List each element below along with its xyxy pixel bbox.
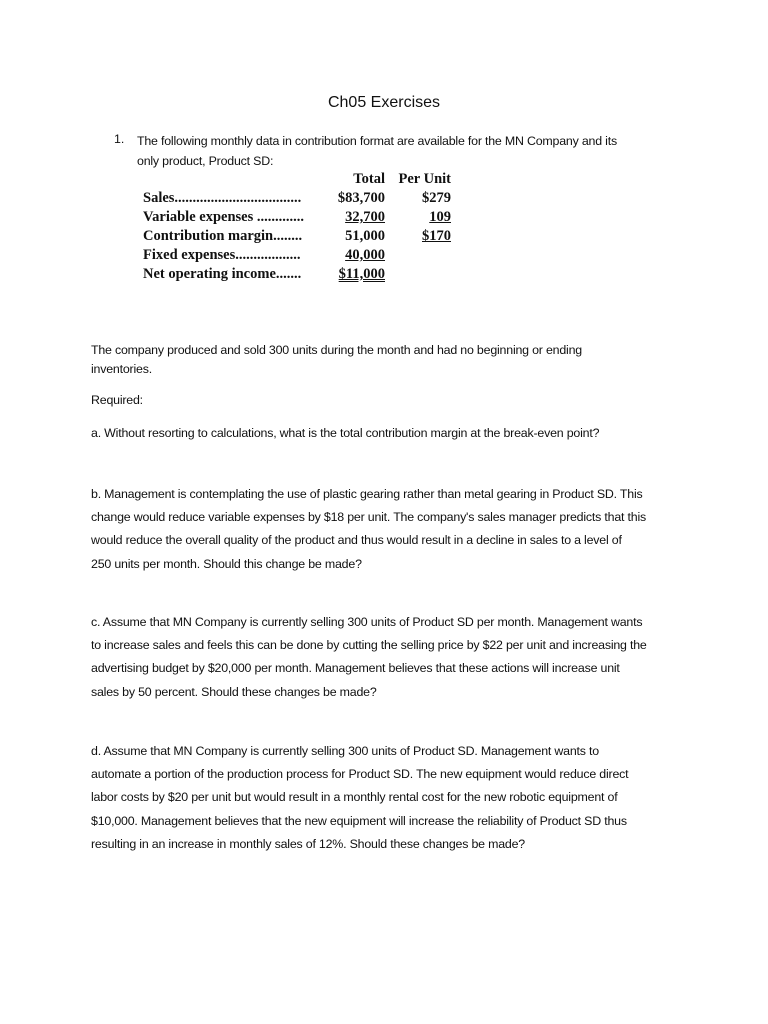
required-heading: Required: <box>91 393 143 407</box>
table-row <box>143 189 451 208</box>
row-per-unit: 109 <box>429 209 451 225</box>
row-total: 51,000 <box>345 228 385 244</box>
table-row <box>143 265 451 284</box>
text-line: $10,000. Management believes that the new equipment will increase the reliability of Product SD thus <box>91 813 627 828</box>
text-line: advertising budget by $20,000 per month. Management believes that these actions will increase unit <box>91 661 620 676</box>
text-line: only product, Product SD: <box>137 153 274 168</box>
text-line: inventories. <box>91 361 152 376</box>
text-line: d. Assume that MN Company is currently selling 300 units of Product SD. Management wants to <box>91 744 599 758</box>
table-row <box>143 208 451 227</box>
intro-paragraph <box>91 341 691 378</box>
part-c <box>91 611 691 704</box>
contribution-income-statement <box>143 170 451 284</box>
text-line: would reduce the overall quality of the product and thus would result in a decline in sales to a level of <box>91 533 622 548</box>
text-line: resulting in an increase in monthly sales of 12%. Should these changes be made? <box>91 836 525 851</box>
text-line: sales by 50 percent. Should these changes be made? <box>91 684 377 699</box>
text-line: labor costs by $20 per unit but would result in a monthly rental cost for the new robotic equipment of <box>91 790 618 805</box>
row-total: 40,000 <box>345 247 385 263</box>
text-line: The following monthly data in contribution format are available for the MN Company and its <box>137 134 617 148</box>
part-a <box>91 426 691 440</box>
row-total: 32,700 <box>345 209 385 225</box>
part-b <box>91 483 691 576</box>
part-d <box>91 740 691 856</box>
text-line: change would reduce variable expenses by $18 per unit. The company's sales manager predicts that this <box>91 510 646 525</box>
table-row <box>143 227 451 246</box>
text-line: to increase sales and feels this can be done by cutting the selling price by $22 per unit and increasing the <box>91 638 647 653</box>
row-label: Variable expenses ............. <box>143 209 304 225</box>
row-label: Contribution margin........ <box>143 228 303 244</box>
row-label: Net operating income....... <box>143 266 302 282</box>
text-line: automate a portion of the production process for Product SD. The new equipment would reduce direct <box>91 767 629 782</box>
text-line: a. Without resorting to calculations, what is the total contribution margin at the break-even point? <box>91 426 600 440</box>
question-1-text <box>137 132 737 171</box>
row-total: $11,000 <box>338 266 385 282</box>
question-number: 1. <box>114 132 125 146</box>
text-line: b. Management is contemplating the use of plastic gearing rather than metal gearing in Product SD. This <box>91 487 643 501</box>
page-title: Ch05 Exercises <box>327 94 441 111</box>
text-line: 250 units per month. Should this change be made? <box>91 556 362 571</box>
table-row <box>143 246 451 265</box>
header-per-unit: Per Unit <box>398 171 451 187</box>
text-line: c. Assume that MN Company is currently selling 300 units of Product SD per month. Management wants <box>91 615 643 629</box>
row-label: Sales................................... <box>143 190 302 206</box>
row-per-unit: $170 <box>422 228 451 244</box>
header-total: Total <box>353 171 385 187</box>
row-label: Fixed expenses.................. <box>143 247 301 263</box>
text-line: The company produced and sold 300 units during the month and had no beginning or ending <box>91 343 582 357</box>
row-per-unit: $279 <box>422 190 451 206</box>
row-total: $83,700 <box>337 190 385 206</box>
